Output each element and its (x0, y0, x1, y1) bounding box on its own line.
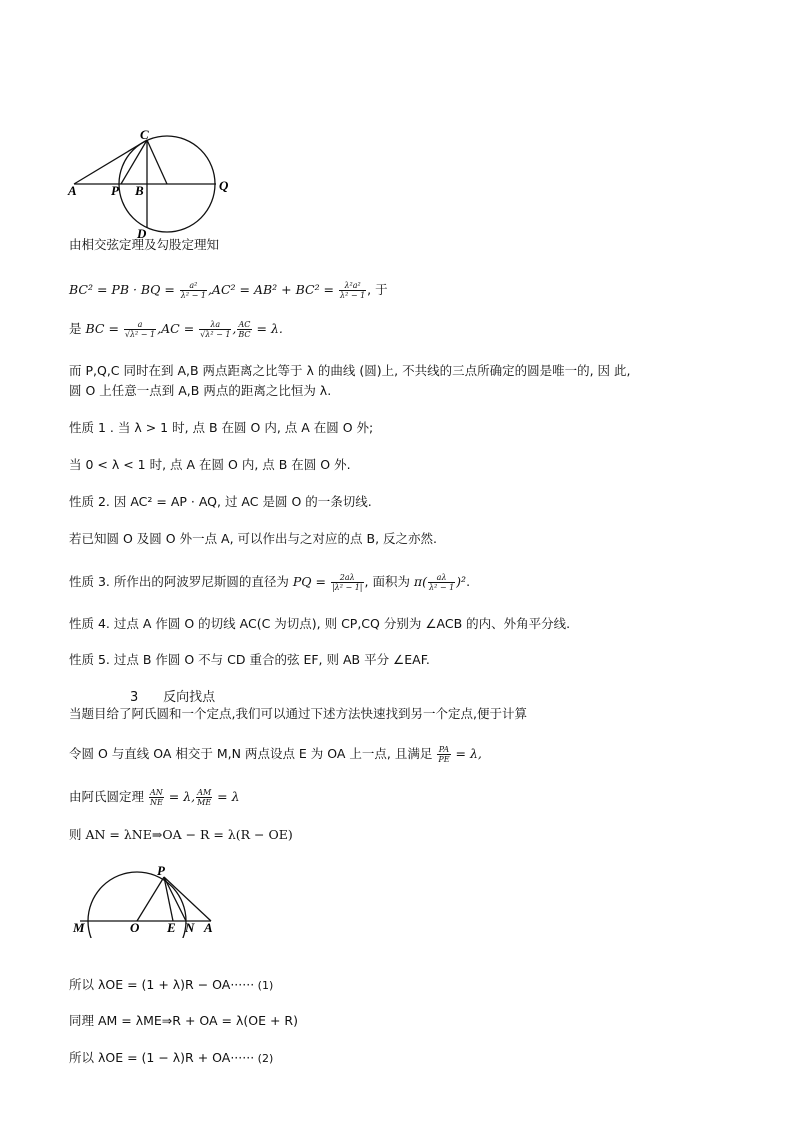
line-ac (74, 140, 147, 184)
text-line-2: BC² = PB · BQ = $\frac{\text{a²}}{\text{λ² − 1}}$ ,AC² = AB² + BC² = $\frac{\text{λ²a²}}{\text{λ² − 1}}$ , 于 (69, 281, 388, 300)
fraction: $\frac{a}{\text{√λ² − 1}}$ (124, 320, 156, 339)
label-d: D (137, 226, 147, 240)
text-line-4: 而 P,Q,C 同时在到 A,B 两点距离之比等于 λ 的曲线 (圆)上, 不共线的三点所确定的圆是唯一的, 因 此, (69, 363, 631, 378)
label-p: P (157, 863, 165, 878)
fraction: $\frac{\text{a²}}{\text{λ² − 1}}$ (180, 281, 206, 300)
figure-reverse-point (70, 862, 220, 938)
text-line-10: 性质 3. 所作出的阿波罗尼斯圆的直径为 PQ = $\frac{2a\lambda}{\text{|λ² − 1|}}$ , 面积为 π( $\frac{a\lambda}{\text{λ² − 1}}$ )². (69, 573, 471, 592)
label-n: N (185, 920, 195, 935)
line-po (137, 877, 164, 921)
text-line-11: 性质 4. 过点 A 作圆 O 的切线 AC(C 为切点), 则 CP,CQ 分别为 ∠ACB 的内、外角平分线. (69, 616, 571, 631)
line-pn (164, 877, 186, 921)
label-q: Q (219, 178, 229, 193)
fraction: $\frac{PA}{PE}$ (438, 745, 450, 764)
label-a: A (68, 183, 77, 198)
text-line-9: 若已知圆 O 及圆 O 外一点 A, 可以作出与之对应的点 B, 反之亦然. (69, 531, 438, 546)
figure-apollonius-circle (66, 128, 236, 240)
line-c-center (147, 140, 167, 184)
label-p: P (111, 183, 119, 198)
text-line-1: 由相交弦定理及勾股定理知 (69, 237, 220, 252)
text-line-6: 性质 1 . 当 λ > 1 时, 点 B 在圆 O 内, 点 A 在圆 O 外; (69, 420, 374, 435)
section-heading: 3 反向找点 (130, 690, 216, 705)
text-line-5: 圆 O 上任意一点到 A,B 两点的距离之比恒为 λ. (69, 383, 332, 398)
fraction: $\frac{a\lambda}{\text{λ² − 1}}$ (429, 573, 455, 592)
label-b: B (135, 183, 144, 198)
text-line-8: 性质 2. 因 AC² = AP · AQ, 过 AC 是圆 O 的一条切线. (69, 494, 372, 509)
text-line-13: 当题目给了阿氏圆和一个定点,我们可以通过下述方法快速找到另一个定点,便于计算 (69, 706, 527, 721)
fraction: $\frac{2a\lambda}{\text{|λ² − 1|}}$ (331, 573, 363, 592)
text-line-18: 同理 AM = λME⇒R + OA = λ(OE + R) (69, 1013, 298, 1028)
label-m: M (73, 920, 85, 935)
fraction: $\frac{AN}{NE}$ (149, 788, 163, 807)
text-line-14: 令圆 O 与直线 OA 相交于 M,N 两点设点 E 为 OA 上一点, 且满足 $\frac{PA}{PE}$ = λ, (69, 745, 482, 764)
fraction: $\frac{AM}{ME}$ (197, 788, 212, 807)
text-line-15: 由阿氏圆定理 $\frac{AN}{NE}$ = λ, $\frac{AM}{ME}$ = λ (69, 788, 240, 807)
label-e: E (167, 920, 176, 935)
text-line-7: 当 0 < λ < 1 时, 点 A 在圆 O 内, 点 B 在圆 O 外. (69, 457, 351, 472)
text-line-17: 所以 λOE = (1 + λ)R − OA······ (1) (69, 977, 274, 992)
fraction: $\frac{AC}{BC}$ (238, 320, 251, 339)
label-a: A (204, 920, 213, 935)
text-line-16: 则 AN = λNE⇒OA − R = λ(R − OE) (69, 827, 293, 842)
text-line-12: 性质 5. 过点 B 作圆 O 不与 CD 重合的弦 EF, 则 AB 平分 ∠EAF. (69, 652, 430, 667)
text-line-3: 是 BC = $\frac{a}{\text{√λ² − 1}}$ ,AC = $\frac{\lambda a}{\text{√λ² − 1}}$ , $\frac{AC}{BC}$ = λ. (69, 320, 283, 339)
fraction: $\frac{\text{λ²a²}}{\text{λ² − 1}}$ (340, 281, 366, 300)
label-o: O (130, 920, 140, 935)
fraction: $\frac{\lambda a}{\text{√λ² − 1}}$ (200, 320, 231, 339)
label-c: C (140, 128, 149, 142)
text-line-19: 所以 λOE = (1 − λ)R + OA······ (2) (69, 1050, 274, 1065)
